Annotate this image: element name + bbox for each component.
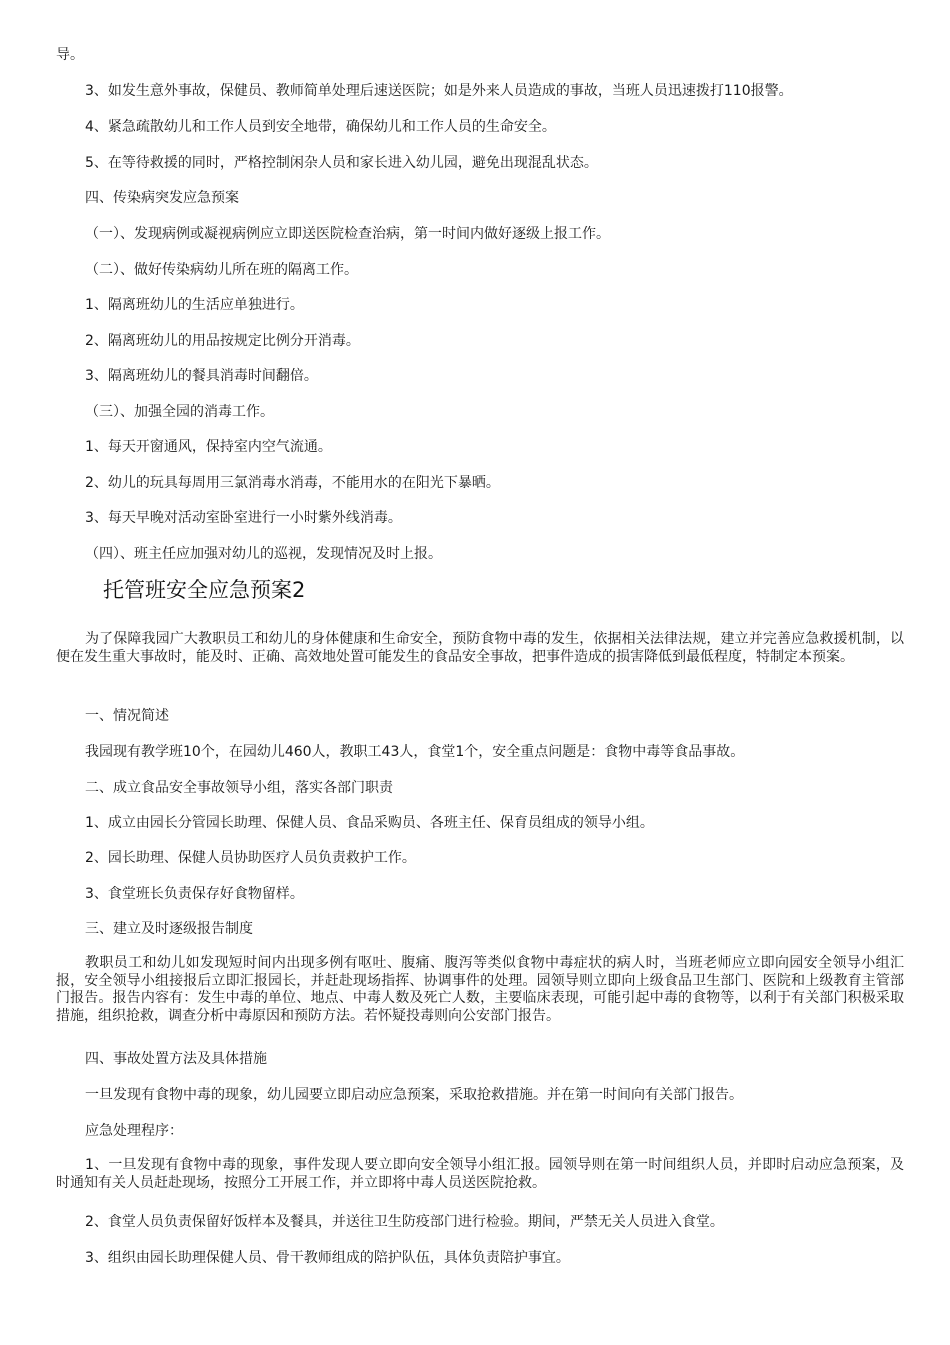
text-line: 导。 [56,47,84,63]
text-line: 一旦发现有食物中毒的现象，幼儿园要立即启动应急预案，采取抢救措施。并在第一时间向有关部门报告。 [85,1087,743,1103]
text-line: （二）、做好传染病幼儿所在班的隔离工作。 [85,262,358,278]
section-heading: 四、传染病突发应急预案 [85,190,239,206]
text-line: （一）、发现病例或凝视病例应立即送医院检查治病，第一时间内做好逐级上报工作。 [85,226,610,242]
section-heading: 二、成立食品安全事故领导小组，落实各部门职责 [85,780,393,796]
text-line: 5、在等待救援的同时，严格控制闲杂人员和家长进入幼儿园，避免出现混乱状态。 [85,155,598,171]
text-line: 3、食堂班长负责保存好食物留样。 [85,886,304,902]
text-line: 3、组织由园长助理保健人员、骨干教师组成的陪护队伍，具体负责陪护事宜。 [85,1250,570,1266]
document-title: 托管班安全应急预案2 [103,578,306,602]
text-line: （三）、加强全园的消毒工作。 [85,404,274,420]
paragraph: 1、一旦发现有食物中毒的现象，事件发现人要立即向安全领导小组汇报。园领导则在第一时间组织人员，并即时启动应急预案，及时通知有关人员赶赴现场，按照分工开展工作，并立即将中毒人员送医院抢救。 [56,1157,904,1191]
text-line: 2、幼儿的玩具每周用三氯消毒水消毒，不能用水的在阳光下暴晒。 [85,475,500,491]
section-heading: 四、事故处置方法及具体措施 [85,1051,267,1067]
text-line: 我园现有教学班10个，在园幼儿460人，教职工43人，食堂1个，安全重点问题是：食物中毒等食品事故。 [85,744,745,760]
text-line: 2、食堂人员负责保留好饭样本及餐具，并送往卫生防疫部门进行检验。期间，严禁无关人员进入食堂。 [85,1214,724,1230]
paragraph: 教职员工和幼儿如发现短时间内出现多例有呕吐、腹痛、腹泻等类似食物中毒症状的病人时，当班老师应立即向园安全领导小组汇报，安全领导小组接报后立即汇报园长，并赶赴现场指挥、协调事件的处理。园领导则立即向上级食品卫生部门、医院和上级教育主管部门报告。报告内容有：发生中毒的单位、地点、中毒人数及死亡人数，主要临床表现，可能引起中毒的食物等，以利于有关部门积极采取措施，组织抢救，调查分析中毒原因和预防方法。若怀疑投毒则向公安部门报告。 [56,955,904,1024]
paragraph: 为了保障我园广大教职员工和幼儿的身体健康和生命安全，预防食物中毒的发生，依据相关法律法规，建立并完善应急救援机制，以便在发生重大事故时，能及时、正确、高效地处置可能发生的食品安全事故，把事件造成的损害降低到最低程度，特制定本预案。 [56,631,904,665]
section-heading: 三、建立及时逐级报告制度 [85,921,253,937]
text-line: 2、隔离班幼儿的用品按规定比例分开消毒。 [85,333,360,349]
text-line: 应急处理程序： [85,1123,183,1139]
text-line: （四）、班主任应加强对幼儿的巡视，发现情况及时上报。 [85,546,442,562]
text-line: 2、园长助理、保健人员协助医疗人员负责救护工作。 [85,850,416,866]
text-line: 3、隔离班幼儿的餐具消毒时间翻倍。 [85,368,318,384]
text-line: 3、每天早晚对活动室卧室进行一小时紫外线消毒。 [85,510,402,526]
text-line: 1、成立由园长分管园长助理、保健人员、食品采购员、各班主任、保育员组成的领导小组。 [85,815,654,831]
text-line: 1、每天开窗通风，保持室内空气流通。 [85,439,332,455]
section-heading: 一、情况简述 [85,708,169,724]
text-line: 3、如发生意外事故，保健员、教师简单处理后速送医院；如是外来人员造成的事故，当班人员迅速拨打110报警。 [85,83,793,99]
text-line: 1、隔离班幼儿的生活应单独进行。 [85,297,304,313]
text-line: 4、紧急疏散幼儿和工作人员到安全地带，确保幼儿和工作人员的生命安全。 [85,119,556,135]
